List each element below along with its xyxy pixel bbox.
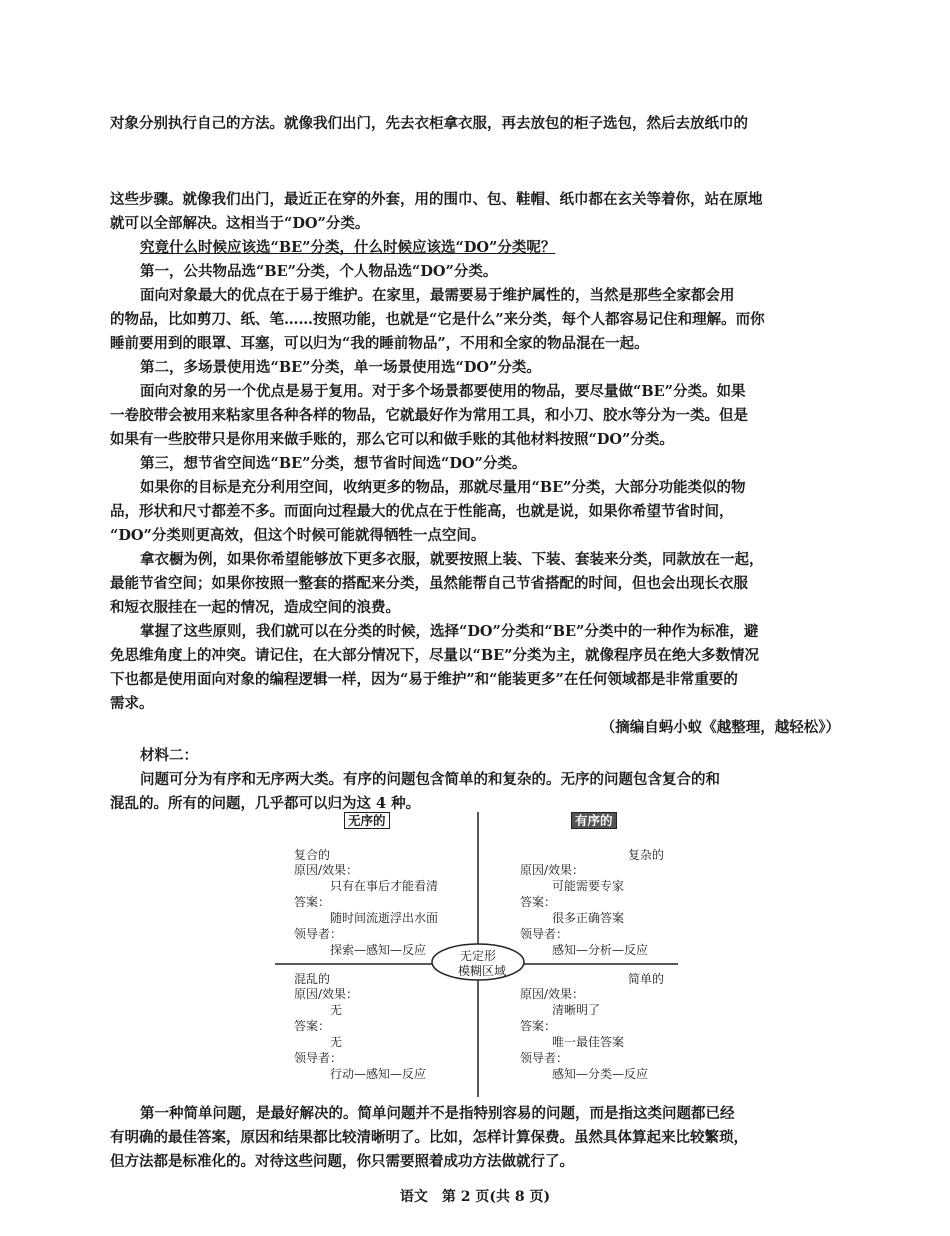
paragraph-line: 对象分别执行自己的方法。就像我们出门，先去衣柜拿衣服，再去放包的柜子选包，然后去放纸巾的 bbox=[110, 115, 748, 132]
quadrant-label: 领导者： bbox=[294, 1051, 343, 1065]
quadrant-label: 原因/效果： bbox=[294, 863, 359, 877]
quadrant-simple-title: 简单的 bbox=[628, 972, 665, 986]
quadrant-label: 原因/效果： bbox=[520, 987, 585, 1001]
paragraph-line: 第二，多场景使用选“BE”分类，单一场景使用选“DO”分类。 bbox=[140, 359, 541, 376]
page-footer: 语文 第 2 页(共 8 页) bbox=[399, 1189, 551, 1205]
quadrant-value: 无 bbox=[330, 1003, 343, 1017]
quadrant-value: 随时间流逝浮出水面 bbox=[330, 911, 439, 925]
quadrant-chaotic-title: 混乱的 bbox=[294, 972, 331, 986]
material2-line: 问题可分为有序和无序两大类。有序的问题包含简单的和复杂的。无序的问题包含复合的和 bbox=[140, 771, 720, 788]
question-line: 究竟什么时候应该选“BE”分类，什么时候应该选“DO”分类呢？ bbox=[140, 239, 556, 256]
paragraph-line: 睡前要用到的眼罩、耳塞，可以归为“我的睡前物品”，不用和全家的物品混在一起。 bbox=[110, 335, 649, 352]
quadrant-label: 领导者： bbox=[520, 927, 569, 941]
paragraph-line: 拿衣橱为例，如果你希望能够放下更多衣服，就要按照上装、下装、套装来分类，同款放在一起， bbox=[140, 551, 764, 568]
center-label: 无定形 模糊区域 bbox=[458, 949, 507, 978]
paragraph-line: 面向对象最大的优点在于易于维护。在家里，最需要易于维护属性的，当然是那些全家都会用 bbox=[140, 287, 735, 304]
paragraph-line: 第一，公共物品选“BE”分类，个人物品选“DO”分类。 bbox=[140, 263, 498, 280]
paragraph-line: 一卷胶带会被用来粘家里各种各样的物品，它就最好作为常用工具，和小刀、胶水等分为一类。但是 bbox=[110, 407, 748, 424]
paragraph-line: 品，形状和尺寸都差不多。而面向过程最大的优点在于性能高，也就是说，如果你希望节省时间， bbox=[110, 503, 734, 520]
quadrant-value: 行动—感知—反应 bbox=[330, 1067, 427, 1081]
paragraph-line: 就可以全部解决。这相当于“DO”分类。 bbox=[110, 215, 370, 232]
quadrant-label: 领导者： bbox=[294, 927, 343, 941]
quadrant-label: 原因/效果： bbox=[294, 987, 359, 1001]
after-diagram-line: 有明确的最佳答案，原因和结果都比较清晰明了。比如，怎样计算保费。虽然具体算起来比较繁琐， bbox=[110, 1129, 748, 1146]
paragraph-line: 的物品，比如剪刀、纸、笔……按照功能，也就是“它是什么”来分类，每个人都容易记住和理解。而你 bbox=[110, 311, 765, 328]
problem-quadrant-diagram bbox=[270, 812, 680, 1097]
quadrant-value: 清晰明了 bbox=[552, 1003, 601, 1017]
after-diagram-line: 第一种简单问题，是最好解决的。简单问题并不是指特别容易的问题，而是指这类问题都已经 bbox=[140, 1105, 735, 1122]
material2-line: 混乱的。所有的问题，几乎都可以归为这 4 种。 bbox=[110, 795, 421, 812]
quadrant-label: 答案： bbox=[294, 1019, 331, 1033]
quadrant-value: 感知—分类—反应 bbox=[552, 1067, 649, 1081]
paragraph-line: “DO”分类则更高效，但这个时候可能就得牺牲一点空间。 bbox=[110, 527, 486, 544]
paragraph-line: 面向对象的另一个优点是易于复用。对于多个场景都要使用的物品，要尽量做“BE”分类。如果 bbox=[140, 383, 746, 400]
quadrant-label: 领导者： bbox=[520, 1051, 569, 1065]
after-diagram-line: 但方法都是标准化的。对待这些问题，你只需要照着成功方法做就行了。 bbox=[110, 1153, 574, 1170]
quadrant-label: 答案： bbox=[520, 895, 557, 909]
paragraph-line: 下也都是使用面向对象的编程逻辑一样，因为“易于维护”和“能装更多”在任何领域都是非常重要的 bbox=[110, 671, 738, 688]
paragraph-line: 如果你的目标是充分利用空间，收纳更多的物品，那就尽量用“BE”分类，大部分功能类似的物 bbox=[140, 479, 746, 496]
quadrant-value: 唯一最佳答案 bbox=[552, 1035, 625, 1049]
quadrant-value: 可能需要专家 bbox=[552, 879, 625, 893]
quadrant-value: 无 bbox=[330, 1035, 343, 1049]
paragraph-line: 掌握了这些原则，我们就可以在分类的时候，选择“DO”分类和“BE”分类中的一种作为标准，避 bbox=[140, 623, 759, 640]
source-note: （摘编自蚂小蚁《越整理，越轻松》） bbox=[600, 719, 840, 736]
quadrant-label: 原因/效果： bbox=[520, 863, 585, 877]
quadrant-complicated-title: 复杂的 bbox=[628, 848, 665, 862]
paragraph-line: 和短衣服挂在一起的情况，造成空间的浪费。 bbox=[110, 599, 400, 616]
header-ordered: 有序的 bbox=[571, 812, 617, 829]
quadrant-complex-title: 复合的 bbox=[294, 848, 331, 862]
paragraph-line: 免思维角度上的冲突。请记住，在大部分情况下，尽量以“BE”分类为主，就像程序员在绝大多数情况 bbox=[110, 647, 759, 664]
quadrant-value: 很多正确答案 bbox=[552, 911, 625, 925]
quadrant-value: 只有在事后才能看清 bbox=[330, 879, 439, 893]
paragraph-line: 最能节省空间；如果你按照一整套的搭配来分类，虽然能帮自己节省搭配的时间，但也会出现长衣服 bbox=[110, 575, 748, 592]
paragraph-line: 如果有一些胶带只是你用来做手账的，那么它可以和做手账的其他材料按照“DO”分类。 bbox=[110, 431, 674, 448]
material2-heading: 材料二： bbox=[140, 747, 198, 764]
quadrant-value: 感知—分析—反应 bbox=[552, 943, 649, 957]
quadrant-label: 答案： bbox=[520, 1019, 557, 1033]
paragraph-line: 第三，想节省空间选“BE”分类，想节省时间选“DO”分类。 bbox=[140, 455, 527, 472]
header-unordered: 无序的 bbox=[344, 812, 390, 829]
paragraph-line: 这些步骤。就像我们出门，最近正在穿的外套，用的围巾、包、鞋帽、纸巾都在玄关等着你，站在原地 bbox=[110, 191, 763, 208]
paragraph-line: 需求。 bbox=[110, 695, 154, 712]
quadrant-label: 答案： bbox=[294, 895, 331, 909]
quadrant-value: 探索—感知—反应 bbox=[330, 943, 427, 957]
